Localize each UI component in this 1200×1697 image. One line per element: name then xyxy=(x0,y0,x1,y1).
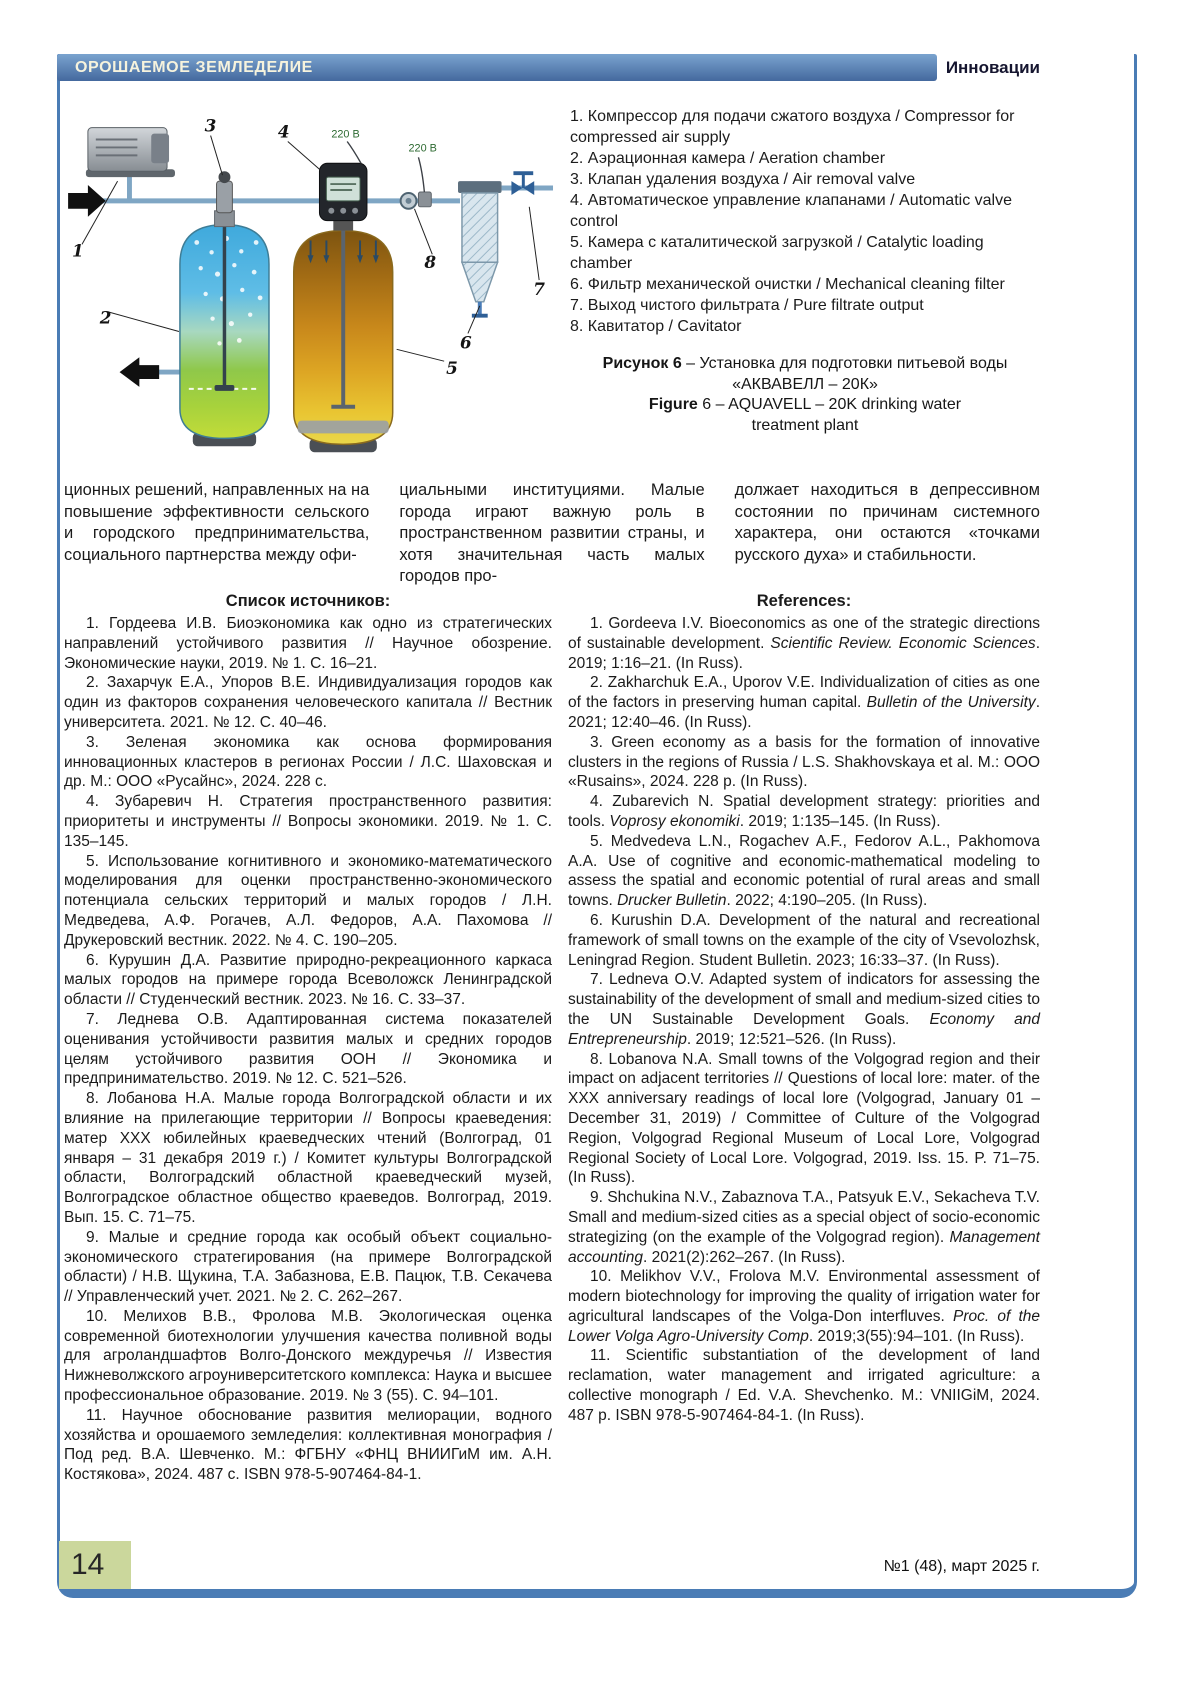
reference-item: 10. Melikhov V.V., Frolova M.V. Environmental assessment of modern biotechnology for improving the quality of irrigation water for agricultural landscapes of the Volga-Don interfluves. Proc. of the Lower Volga Agro-University Comp. 2019;3(55):94–101. (In Russ). xyxy=(568,1268,1041,1345)
references-en-list xyxy=(568,614,1040,1426)
callout-8: 8 xyxy=(424,252,437,273)
legend-item: 3. Клапан удаления воздуха / Air removal valve xyxy=(570,171,916,188)
reference-item: 1. Гордеева И.В. Биоэкономика как одно из стратегических направлений устойчивого развития // Научное обозрение. Экономические науки, 2019. № 1. С. 16–21. xyxy=(64,615,552,672)
aeration-chamber-tank xyxy=(180,211,269,447)
air-removal-valve xyxy=(215,171,235,226)
reference-item: 2. Zakharchuk E.A., Uporov V.E. Individualization of cities as one of the factors in preserving human capital. Bulletin of the University. 2021; 12:40–46. (In Russ). xyxy=(568,674,1040,731)
figure-diagram xyxy=(66,94,566,475)
body-column-1: ционных решений, направленных на на повышение эффективности сельского и городского предпринимательства, социального партнерства между офи- xyxy=(64,481,370,564)
callout-6: 6 xyxy=(459,332,472,353)
legend-item: 8. Кавитатор / Cavitator xyxy=(570,318,742,335)
reference-item: 6. Курушин Д.А. Развитие природно-рекреационного каркаса малых городов на примере города Всеволожск Ленинградской области // Студенческий вестник. 2023. № 16. С. 33–37. xyxy=(64,951,552,1009)
references-en-title: References: xyxy=(756,592,852,610)
reference-item: 4. Зубаревич Н. Стратегия пространственного развития: приоритеты и инструменты // Вопросы экономики. 2019. № 1. С. 135–145. xyxy=(64,793,552,850)
section-title: ОРОШАЕМОЕ ЗЕМЛЕДЕЛИЕ xyxy=(75,58,313,76)
filtrate-output-tap xyxy=(511,173,534,195)
reference-item: 10. Мелихов В.В., Фролова М.В. Экологическая оценка современной биотехнологии улучшения качества поливной воды для агроландшафтов Волго-Донского междуречья // Известия Нижневолжского агроуниверситетского комплекса: Наука и высшее профессиональное образование. 2019. № 3 (55). С. 94–101. xyxy=(64,1307,552,1405)
drain-arrow xyxy=(120,357,160,387)
callout-7: 7 xyxy=(533,278,545,299)
reference-item: 5. Использование когнитивного и экономико-математического моделирования для оценки пространственно-экономического потенциала сельских территорий и малых городов / Л.Н. Медведева, А.Ф. Рогачев, А.Л. Федоров, А.А. Пахомова // Друкеровский вестник. 2022. № 4. С. 190–205. xyxy=(64,852,552,949)
body-column-3: должает находиться в депрессивном состоянии по причинам системного характера, они остаются «точками русского духа» и стабильности. xyxy=(734,481,1040,564)
references-ru-list xyxy=(64,614,552,1485)
callout-2: 2 xyxy=(99,307,112,328)
rubric-label: Инновации xyxy=(945,58,1040,77)
reference-item: 11. Научное обоснование развития мелиорации, водного хозяйства и орошаемого земледелия: коллективная монография / Под ред. В.А. Шевченко. М.: ФГБНУ «ФНЦ ВНИИГиМ им. А.Н. Костякова», 2024. 487 с. ISBN 978-5-907464-84-1. xyxy=(64,1406,552,1484)
figure-caption xyxy=(570,354,1040,436)
reference-item: 4. Zubarevich N. Spatial development strategy: priorities and tools. Voprosy ekonomiki. 2019; 1:135–145. (In Russ). xyxy=(568,793,1040,830)
reference-item: 1. Gordeeva I.V. Bioeconomics as one of the strategic directions of sustainable development. Scientific Review. Economic Sciences. 2019; 1:16–21. (In Russ). xyxy=(568,615,1040,672)
automatic-valve-control-head xyxy=(319,142,367,231)
legend-item: 7. Выход чистого фильтрата / Pure filtrate output xyxy=(570,297,924,314)
callout-1: 1 xyxy=(72,240,84,261)
caption-en-line2: treatment plant xyxy=(751,416,859,434)
caption-en-line1 xyxy=(570,395,1040,416)
references-ru-title: Список источников: xyxy=(225,592,391,610)
reference-item: 8. Лобанова Н.А. Малые города Волгоградской области и их влияние на прилегающие территории // Вопросы краеведения: матер XXX юбилейных краеведческих чтений (Волгоград, 01 января – 31 декабря 2019 г.) / Комитет культуры Волгоградской области, Волгоградский областной краеведческий музей, Волгоградское областное общество краеведов. Волгоград, 2019. Вып. 15. С. 71–75. xyxy=(64,1090,552,1226)
callout-5: 5 xyxy=(446,358,458,379)
caption-en-text: 6 – AQUAVELL – 20K drinking water xyxy=(697,396,962,413)
reference-item: 3. Green economy as a basis for the formation of innovative clusters in the regions of Russia / L.S. Shakhovskaya et al. M.: OOO «Rusains», 2024. 228 p. (In Russ). xyxy=(568,733,1040,791)
mechanical-filter xyxy=(458,181,502,316)
catalytic-chamber-tank xyxy=(294,225,393,453)
page-number: 14 xyxy=(59,1541,131,1589)
caption-ru-text: – Установка для подготовки питьевой воды xyxy=(681,355,1008,372)
legend-item: 4. Автоматическое управление клапанами / Automatic valve control xyxy=(570,192,1012,230)
caption-ru-line1 xyxy=(570,354,1040,375)
callout-3: 3 xyxy=(204,115,217,136)
solenoid-junction xyxy=(418,157,431,206)
references-en-column xyxy=(568,592,1040,1485)
section-header-bar xyxy=(57,54,937,81)
caption-en-label: Figure xyxy=(648,396,698,413)
reference-item: 2. Захарчук Е.А., Упоров В.Е. Индивидуализация городов как один из факторов сохранения человеческого капитала // Вестник университета. 2021. № 12. С. 40–46. xyxy=(64,674,552,731)
body-column-2: циальными институциями. Малые города играют важную роль в пространственном развитии страны, и хотя значительная часть малых городов про- xyxy=(399,481,705,585)
compressor xyxy=(86,128,175,177)
reference-item: 7. Ledneva O.V. Adapted system of indicators for assessing the sustainability of the development of small and medium-sized cities to the UN Sustainable Development Goals. Economy and Entrepreneurship. 2019; 12:521–526. (In Russ). xyxy=(568,971,1040,1048)
voltage-label-2: 220 В xyxy=(408,142,437,155)
reference-item: 7. Леднева О.В. Адаптированная система показателей оценивания устойчивости развития малых и средних городов целям устойчивого развития ООН // Экономика и предпринимательство. 2019. № 12. С. 521–526. xyxy=(64,1010,552,1088)
legend-item: 2. Аэрационная камера / Aeration chamber xyxy=(570,150,886,167)
callout-4: 4 xyxy=(277,121,290,142)
issue-info: №1 (48), март 2025 г. xyxy=(883,1558,1040,1575)
voltage-label-1: 220 В xyxy=(331,128,360,141)
cavitator xyxy=(401,193,417,209)
reference-item: 6. Kurushin D.A. Development of the natural and recreational framework of small towns on the example of the city of Vsevolozhsk, Leningrad Region. Student Bulletin. 2023; 16:33–37. (In Russ). xyxy=(568,911,1040,969)
caption-ru-label: Рисунок 6 xyxy=(602,355,682,372)
reference-item: 9. Shchukina N.V., Zabaznova T.A., Patsyuk E.V., Sekacheva T.V. Small and medium-sized cities as a special object of socio-economic strategizing (on the example of the Volgograd region). Management accounting. 2021(2):262–267. (In Russ). xyxy=(568,1189,1040,1266)
caption-ru-line2: «АКВАВЕЛЛ – 20К» xyxy=(732,375,878,393)
reference-item: 8. Lobanova N.A. Small towns of the Volgograd region and their impact on adjacent territories // Questions of local lore: mater. of the XXX anniversary readings of local lore (Volgograd, January 01 – December 31, 2019) / Committee of Culture of the Volgograd Region, Volgograd Regional Museum of Local Lore, Volgograd Regional Society of Local Lore. Volgograd, 2019. Iss. 15. P. 71–75. (In Russ). xyxy=(568,1050,1040,1187)
legend-item: 5. Камера с каталитической загрузкой / Catalytic loading chamber xyxy=(570,234,984,272)
reference-item: 3. Зеленая экономика как основа формирования инновационных кластеров в регионах России / Л.С. Шаховская и др. М.: ООО «Русайнс», 2024. 228 с. xyxy=(64,733,552,791)
body-text xyxy=(64,480,1040,588)
references-section xyxy=(64,592,1040,1485)
references-ru-column xyxy=(64,592,552,1485)
reference-item: 11. Scientific substantiation of the development of land reclamation, water management and irrigated agriculture: a collective monograph / Ed. V.A. Shevchenko. M.: VNIIGiM, 2024. 487 p. ISBN 978-5-907464-84-1. (In Russ). xyxy=(568,1347,1040,1424)
reference-item: 5. Medvedeva L.N., Rogachev A.F., Fedorov A.L., Pakhomova A.A. Use of cognitive and economic-mathematical modeling to assess the spatial and economic potential of rural areas and small towns. Drucker Bulletin. 2022; 4:190–205. (In Russ). xyxy=(568,832,1040,910)
reference-item: 9. Малые и средние города как особый объект социально-экономического стратегирования (на примере Волгоградской области) / Н.В. Щукина, Т.А. Забазнова, Е.В. Пацюк, Т.В. Секачева // Управленческий учет. 2021. № 2. С. 262–267. xyxy=(64,1228,552,1306)
legend-item: 1. Компрессор для подачи сжатого воздуха / Compressor for compressed air supply xyxy=(570,108,1015,146)
figure-legend xyxy=(570,106,1040,337)
legend-item: 6. Фильтр механической очистки / Mechanical cleaning filter xyxy=(570,276,1005,293)
